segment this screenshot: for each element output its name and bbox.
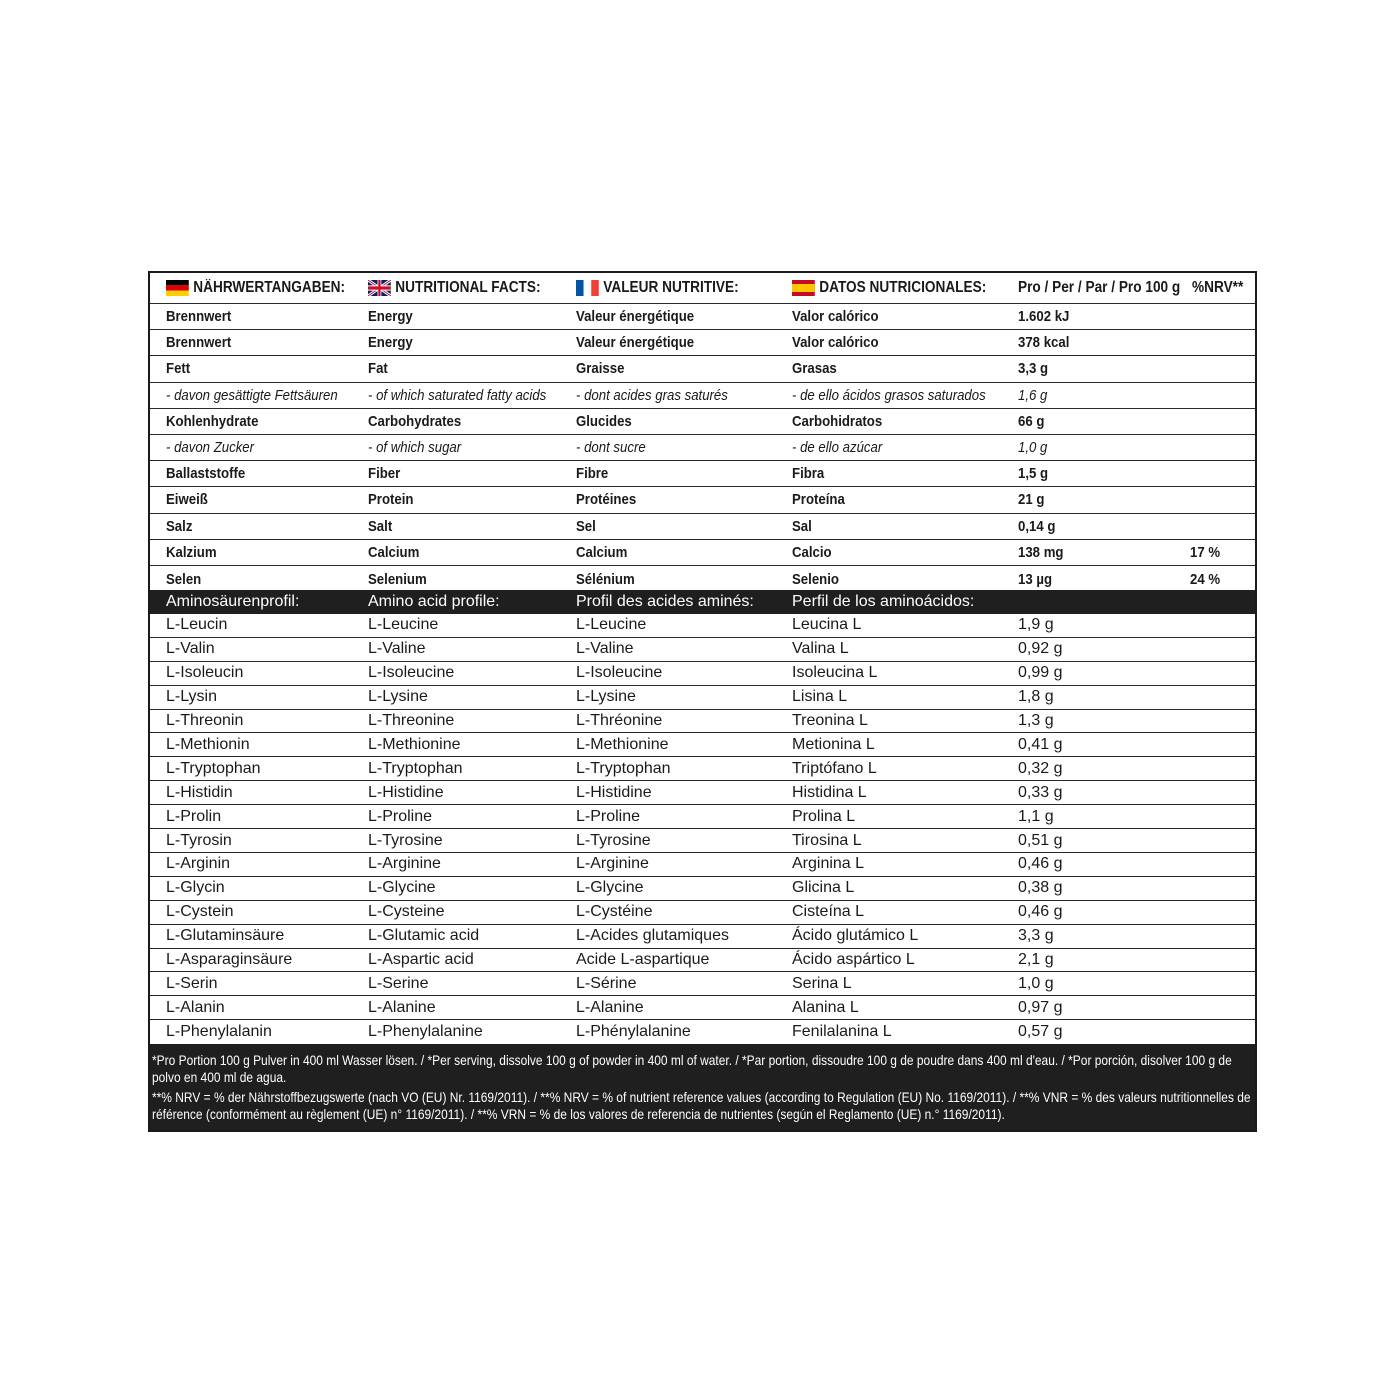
header-fr-text: VALEUR NUTRITIVE:	[603, 279, 739, 296]
nutrient-name-fr: Protéines	[576, 491, 637, 509]
amino-row	[150, 925, 1255, 949]
amino-name-de: L-Lysin	[166, 688, 217, 706]
france-flag-icon	[576, 280, 599, 296]
nutrient-name-fr: Sélénium	[576, 570, 635, 588]
nutrient-name-en: Selenium	[368, 570, 427, 588]
nutrient-name-en: Fiber	[368, 465, 401, 483]
amino-value: 0,57 g	[1018, 1023, 1063, 1041]
amino-row	[150, 734, 1255, 758]
amino-name-es: Alanina L	[792, 998, 859, 1016]
nutrient-value: 3,3 g	[1018, 360, 1049, 378]
nutrient-row	[150, 487, 1255, 513]
amino-row	[150, 686, 1255, 710]
nutrient-row	[150, 461, 1255, 487]
amino-value: 0,33 g	[1018, 783, 1063, 801]
nutrient-row	[150, 304, 1255, 330]
nutrient-name-fr: Valeur énergétique	[576, 334, 695, 352]
amino-name-es: Arginina L	[792, 855, 865, 873]
nutrient-row	[150, 330, 1255, 356]
amino-row	[150, 757, 1255, 781]
nutrient-name-en: Carbohydrates	[368, 412, 462, 430]
amino-name-es: Triptófano L	[792, 759, 877, 777]
nutrient-name-es: Valor calórico	[792, 334, 879, 352]
nutrient-name-en: Salt	[368, 517, 393, 535]
amino-name-en: L-Valine	[368, 640, 426, 658]
nutrient-name-fr: - dont acides gras saturés	[576, 386, 728, 404]
nutrient-row	[150, 356, 1255, 382]
amino-name-fr: L-Methionine	[576, 735, 669, 753]
amino-name-es: Isoleucina L	[792, 664, 878, 682]
uk-flag-icon	[368, 280, 391, 296]
nutrient-name-es: Carbohidratos	[792, 412, 883, 430]
nutrient-name-es: Proteína	[792, 491, 845, 509]
amino-name-es: Ácido glutámico L	[792, 927, 919, 945]
amino-name-de: L-Asparaginsäure	[166, 951, 293, 969]
nutrient-name-fr: Calcium	[576, 543, 628, 561]
amino-name-fr: L-Arginine	[576, 855, 649, 873]
nutrient-row	[150, 540, 1255, 566]
amino-name-en: L-Arginine	[368, 855, 441, 873]
amino-name-en: L-Tyrosine	[368, 831, 443, 849]
nutrient-name-es: Grasas	[792, 360, 837, 378]
nutrient-value: 1.602 kJ	[1018, 308, 1070, 326]
amino-header-fr: Profil des acides aminés:	[576, 593, 754, 610]
amino-row	[150, 638, 1255, 662]
amino-header-de: Aminosäurenprofil:	[166, 593, 300, 610]
amino-name-fr: L-Leucine	[576, 616, 647, 634]
nutrient-row	[150, 514, 1255, 540]
spain-flag-icon	[792, 280, 815, 296]
amino-row	[150, 973, 1255, 997]
nutrient-name-en: Calcium	[368, 543, 420, 561]
header-en-text: NUTRITIONAL FACTS:	[395, 279, 541, 296]
header-row	[150, 273, 1255, 304]
amino-value: 0,99 g	[1018, 664, 1063, 682]
amino-row	[150, 853, 1255, 877]
nutrient-name-de: Kohlenhydrate	[166, 412, 259, 430]
nutrient-name-es: - de ello ácidos grasos saturados	[792, 386, 986, 404]
nutrient-name-es: Sal	[792, 517, 812, 535]
amino-name-de: L-Serin	[166, 974, 218, 992]
nutrient-name-de: - davon gesättigte Fettsäuren	[166, 386, 338, 404]
header-per-100g: Pro / Per / Par / Pro 100 g	[1018, 279, 1181, 296]
nutrient-name-es: Fibra	[792, 465, 825, 483]
header-de	[166, 273, 345, 303]
amino-row	[150, 781, 1255, 805]
amino-name-en: L-Cysteine	[368, 903, 445, 921]
amino-name-fr: L-Histidine	[576, 783, 652, 801]
nutrient-name-en: Protein	[368, 491, 414, 509]
amino-value: 1,9 g	[1018, 616, 1054, 634]
amino-value: 0,38 g	[1018, 879, 1063, 897]
amino-name-es: Valina L	[792, 640, 849, 658]
amino-name-es: Serina L	[792, 974, 852, 992]
nutrient-name-de: Brennwert	[166, 308, 232, 326]
amino-name-en: L-Aspartic acid	[368, 951, 474, 969]
amino-name-fr: L-Valine	[576, 640, 634, 658]
nutrient-name-en: Energy	[368, 308, 413, 326]
amino-value: 0,92 g	[1018, 640, 1063, 658]
amino-name-de: L-Valin	[166, 640, 215, 658]
amino-name-en: L-Proline	[368, 807, 433, 825]
amino-name-es: Cisteína L	[792, 903, 865, 921]
amino-name-fr: L-Alanine	[576, 998, 644, 1016]
nutrition-label	[148, 271, 1257, 1132]
amino-name-en: L-Glutamic acid	[368, 927, 480, 945]
amino-name-de: L-Threonin	[166, 712, 244, 730]
amino-name-de: L-Alanin	[166, 998, 225, 1016]
amino-value: 0,41 g	[1018, 735, 1063, 753]
header-es-text: DATOS NUTRICIONALES:	[819, 279, 987, 296]
nutrient-name-de: Brennwert	[166, 334, 232, 352]
nutrient-name-de: Ballaststoffe	[166, 465, 246, 483]
amino-name-de: L-Glycin	[166, 879, 225, 897]
nutrient-name-de: Kalzium	[166, 543, 217, 561]
amino-name-fr: Acide L-aspartique	[576, 951, 710, 969]
nutrient-value: 1,0 g	[1018, 439, 1048, 457]
nutrient-name-es: - de ello azúcar	[792, 439, 883, 457]
header-nrv: %NRV**	[1192, 279, 1244, 296]
amino-row	[150, 829, 1255, 853]
nutrient-name-es: Calcio	[792, 543, 832, 561]
amino-name-fr: L-Tyrosine	[576, 831, 651, 849]
amino-name-en: L-Isoleucine	[368, 664, 455, 682]
amino-name-de: L-Histidin	[166, 783, 233, 801]
amino-name-de: L-Glutaminsäure	[166, 927, 285, 945]
nutrient-name-fr: Glucides	[576, 412, 632, 430]
amino-value: 0,51 g	[1018, 831, 1063, 849]
amino-row	[150, 996, 1255, 1020]
amino-value: 0,97 g	[1018, 998, 1063, 1016]
amino-value: 0,46 g	[1018, 903, 1063, 921]
amino-name-de: L-Prolin	[166, 807, 222, 825]
nrv-footnote: **% NRV = % der Nährstoffbezugswerte (nach VO (EU) Nr. 1169/2011). / **% NRV = % of nutrient reference values (according to Regulation (EU) No. 1169/2011). / **% VNR = % des valeurs nutritionnelles de référence (conformément au règlement (UE) n° 1169/2011). / **% VRN = % de los valores de referencia de nutrientes (según el Reglamento (UE) n.° 1169/2011).	[152, 1090, 1251, 1122]
amino-row	[150, 949, 1255, 973]
amino-name-fr: L-Sérine	[576, 974, 637, 992]
amino-value: 1,8 g	[1018, 688, 1054, 706]
amino-name-en: L-Histidine	[368, 783, 444, 801]
amino-value: 0,46 g	[1018, 855, 1063, 873]
amino-name-es: Ácido aspártico L	[792, 951, 915, 969]
amino-name-es: Leucina L	[792, 616, 862, 634]
nutrient-row	[150, 409, 1255, 435]
header-es	[792, 273, 986, 303]
amino-name-en: L-Leucine	[368, 616, 439, 634]
nutrient-name-de: - davon Zucker	[166, 439, 255, 457]
nutrient-value: 13 µg	[1018, 570, 1053, 588]
amino-row	[150, 1020, 1255, 1044]
amino-name-es: Fenilalanina L	[792, 1023, 892, 1041]
amino-row	[150, 662, 1255, 686]
amino-name-de: L-Leucin	[166, 616, 228, 634]
amino-name-de: L-Arginin	[166, 855, 231, 873]
amino-name-en: L-Tryptophan	[368, 759, 463, 777]
amino-name-en: L-Methionine	[368, 735, 461, 753]
amino-name-en: L-Glycine	[368, 879, 436, 897]
amino-row	[150, 614, 1255, 638]
germany-flag-icon	[166, 280, 189, 296]
amino-name-es: Tirosina L	[792, 831, 862, 849]
amino-name-de: L-Tryptophan	[166, 759, 261, 777]
amino-row	[150, 805, 1255, 829]
header-de-text: NÄHRWERTANGABEN:	[193, 279, 346, 296]
amino-name-de: L-Tyrosin	[166, 831, 232, 849]
nutrient-name-en: Fat	[368, 360, 388, 378]
amino-value: 1,1 g	[1018, 807, 1054, 825]
nutrient-nrv: 24 %	[1190, 570, 1221, 588]
nutrient-name-en: - of which saturated fatty acids	[368, 386, 547, 404]
amino-name-fr: L-Isoleucine	[576, 664, 663, 682]
amino-name-es: Metionina L	[792, 735, 875, 753]
amino-name-de: L-Cystein	[166, 903, 234, 921]
nutrient-name-de: Fett	[166, 360, 191, 378]
amino-name-de: L-Methionin	[166, 735, 250, 753]
header-fr	[576, 273, 739, 303]
amino-name-fr: L-Tryptophan	[576, 759, 671, 777]
amino-name-fr: L-Lysine	[576, 688, 636, 706]
nutrient-name-de: Salz	[166, 517, 193, 535]
amino-value: 1,3 g	[1018, 712, 1054, 730]
amino-name-es: Lisina L	[792, 688, 848, 706]
amino-value: 2,1 g	[1018, 951, 1054, 969]
amino-name-en: L-Alanine	[368, 998, 436, 1016]
nutrient-value: 1,6 g	[1018, 386, 1048, 404]
header-en	[368, 273, 541, 303]
nutrient-name-es: Valor calórico	[792, 308, 879, 326]
amino-name-fr: L-Acides glutamiques	[576, 927, 729, 945]
nutrient-value: 378 kcal	[1018, 334, 1070, 352]
amino-profile-header	[150, 590, 1255, 614]
nutrient-name-en: - of which sugar	[368, 439, 462, 457]
amino-name-fr: L-Cystéine	[576, 903, 653, 921]
amino-name-en: L-Threonine	[368, 712, 455, 730]
amino-name-de: L-Phenylalanin	[166, 1023, 272, 1041]
amino-value: 3,3 g	[1018, 927, 1054, 945]
nutrient-name-fr: Fibre	[576, 465, 609, 483]
amino-row	[150, 710, 1255, 734]
nutrient-name-es: Selenio	[792, 570, 839, 588]
amino-name-es: Prolina L	[792, 807, 856, 825]
nutrient-value: 66 g	[1018, 412, 1045, 430]
nutrient-row	[150, 435, 1255, 461]
amino-header-es: Perfil de los aminoácidos:	[792, 593, 975, 610]
amino-name-es: Glicina L	[792, 879, 855, 897]
amino-name-en: L-Serine	[368, 974, 429, 992]
nutrient-name-de: Selen	[166, 570, 202, 588]
amino-name-de: L-Isoleucin	[166, 664, 244, 682]
serving-footnote: *Pro Portion 100 g Pulver in 400 ml Wasser lösen. / *Per serving, dissolve 100 g of powder in 400 ml of water. / *Par portion, dissoudre 100 g de poudre dans 400 ml d'eau. / *Por porción, disolver 100 g de polvo en 400 ml de agua.	[152, 1053, 1232, 1085]
amino-name-en: L-Lysine	[368, 688, 428, 706]
nutrient-nrv: 17 %	[1190, 543, 1221, 561]
nutrient-row	[150, 383, 1255, 409]
amino-name-es: Histidina L	[792, 783, 867, 801]
amino-row	[150, 901, 1255, 925]
amino-name-es: Treonina L	[792, 712, 868, 730]
amino-name-fr: L-Thréonine	[576, 712, 663, 730]
nutrient-row	[150, 566, 1255, 592]
nutrient-name-de: Eiweiß	[166, 491, 208, 509]
nutrient-name-fr: - dont sucre	[576, 439, 646, 457]
footnotes	[150, 1044, 1255, 1130]
nutrient-value: 138 mg	[1018, 543, 1064, 561]
nutrient-name-fr: Sel	[576, 517, 596, 535]
amino-row	[150, 877, 1255, 901]
amino-header-en: Amino acid profile:	[368, 593, 500, 610]
amino-name-fr: L-Phénylalanine	[576, 1023, 691, 1041]
amino-name-fr: L-Glycine	[576, 879, 644, 897]
nutrient-name-fr: Graisse	[576, 360, 625, 378]
amino-name-fr: L-Proline	[576, 807, 641, 825]
nutrient-value: 21 g	[1018, 491, 1045, 509]
nutrient-name-fr: Valeur énergétique	[576, 308, 695, 326]
amino-value: 1,0 g	[1018, 974, 1054, 992]
amino-name-en: L-Phenylalanine	[368, 1023, 483, 1041]
amino-value: 0,32 g	[1018, 759, 1063, 777]
nutrient-name-en: Energy	[368, 334, 413, 352]
nutrient-value: 1,5 g	[1018, 465, 1049, 483]
nutrient-value: 0,14 g	[1018, 517, 1056, 535]
